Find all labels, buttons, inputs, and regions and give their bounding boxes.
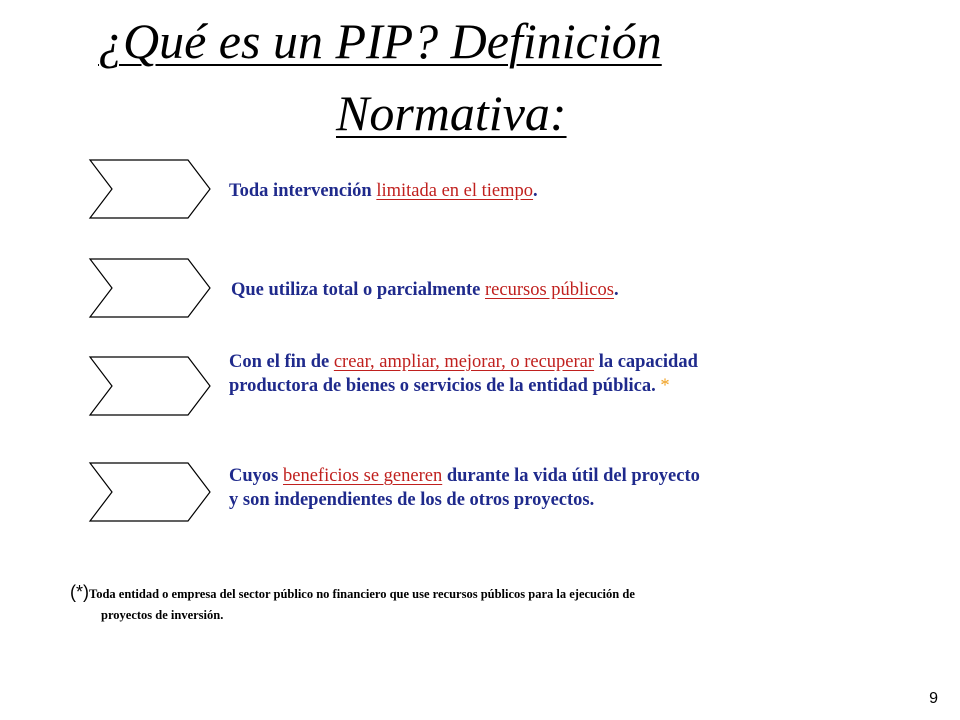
definition-item-4: [229, 464, 700, 512]
item-text: Cuyos: [229, 466, 283, 486]
title-line-1: ¿Qué es un PIP? Definición: [98, 13, 662, 69]
item-text-line2: y son independientes de los de otros proyectos.: [229, 490, 595, 510]
footnote-line-1: Toda entidad o empresa del sector público no financiero que use recursos públicos para la ejecución de: [89, 587, 635, 601]
item-text-line2: productora de bienes o servicios de la entidad pública.: [229, 376, 661, 396]
item-text-end: durante la vida útil del proyecto: [442, 466, 700, 486]
definition-item-2: [231, 278, 619, 302]
page-number: 9: [929, 690, 938, 707]
chevron-bullet-icon: [88, 355, 212, 417]
item-text-end: .: [533, 181, 538, 201]
footnote-mark: (*): [70, 582, 89, 602]
definition-item-3: [229, 350, 698, 398]
item-text-end: .: [613, 280, 619, 300]
footnote: [70, 582, 635, 622]
definition-item-1: [229, 179, 538, 203]
chevron-bullet-icon: [88, 461, 212, 523]
item-text-end: la capacidad: [594, 352, 698, 372]
item-highlight: recursos públicos: [485, 280, 614, 300]
item-highlight: limitada en el tiempo: [376, 181, 534, 201]
chevron-bullet-icon: [88, 257, 212, 319]
item-highlight: beneficios se generen: [282, 466, 443, 486]
chevron-bullet-icon: [88, 158, 212, 220]
title-line-2: Normativa:: [336, 85, 567, 141]
item-text: Que utiliza total o parcialmente: [231, 280, 485, 300]
item-text: Toda intervención: [229, 181, 377, 201]
footnote-line-2: proyectos de inversión.: [101, 608, 224, 622]
item-highlight: crear, ampliar, mejorar, o recuperar: [333, 352, 595, 372]
item-text: Con el fin de: [229, 352, 334, 372]
asterisk-mark: *: [660, 376, 670, 396]
